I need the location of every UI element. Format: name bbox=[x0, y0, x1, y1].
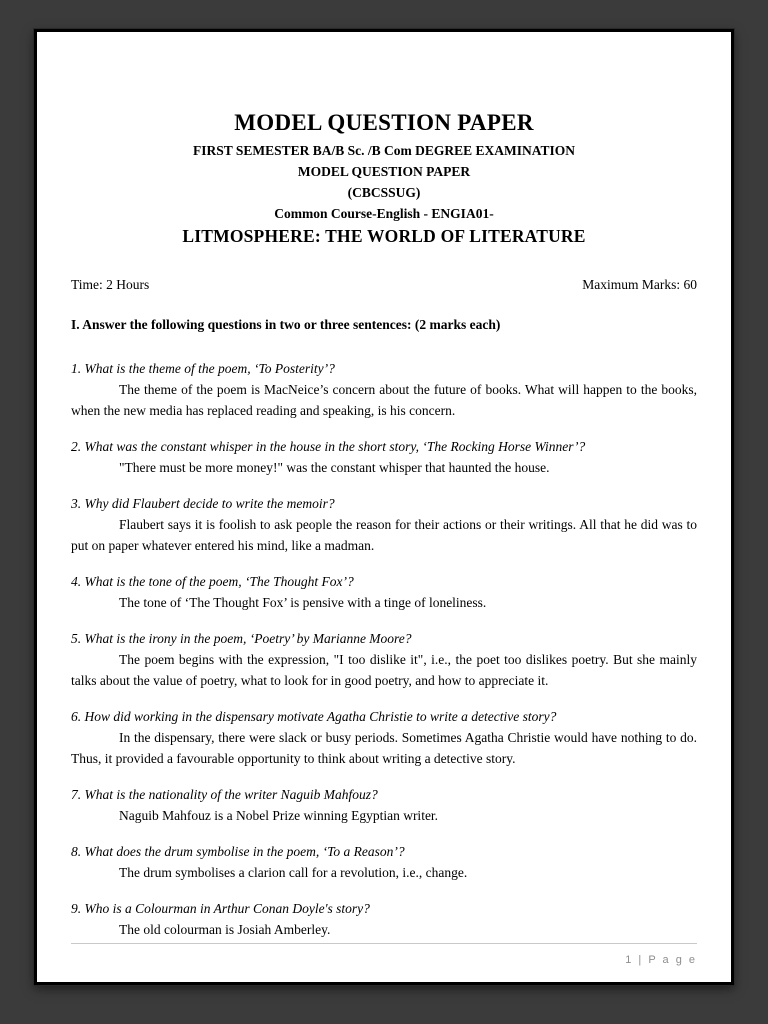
qa-block bbox=[71, 571, 697, 613]
doc-subtitle-scheme: (CBCSSUG) bbox=[347, 185, 421, 200]
maximum-marks: Maximum Marks: 60 bbox=[582, 277, 697, 292]
doc-course-title: LITMOSPHERE: THE WORLD OF LITERATURE bbox=[182, 226, 586, 246]
question-text: 3. Why did Flaubert decide to write the memoir? bbox=[71, 496, 335, 511]
page-number: 1 | P a g e bbox=[625, 954, 697, 966]
exam-meta-row bbox=[71, 277, 697, 293]
qa-block bbox=[71, 841, 697, 883]
answer-text: The old colourman is Josiah Amberley. bbox=[119, 922, 331, 937]
question-answer-list bbox=[71, 343, 697, 940]
document-header bbox=[71, 110, 697, 247]
document-page bbox=[34, 29, 734, 985]
question-text: 1. What is the theme of the poem, ‘To Posterity’? bbox=[71, 361, 335, 376]
section-heading: I. Answer the following questions in two or three sentences: (2 marks each) bbox=[71, 317, 501, 332]
answer-text: The poem begins with the expression, "I too dislike it", i.e., the poet too dislikes poetry. But she mainly talks about the value of poetry, what to look for in good poetry, and how to appreciate it. bbox=[71, 652, 697, 688]
page-footer bbox=[71, 943, 697, 968]
answer-text: The theme of the poem is MacNeice’s concern about the future of books. What will happen to the books, when the new media has replaced reading and speaking, is his concern. bbox=[71, 382, 697, 418]
answer-text: Flaubert says it is foolish to ask people the reason for their actions or their writings. All that he did was to put on paper whatever entered his mind, like a madman. bbox=[71, 517, 697, 553]
time-allowed: Time: 2 Hours bbox=[71, 277, 150, 292]
doc-subtitle-exam: FIRST SEMESTER BA/B Sc. /B Com DEGREE EXAMINATION bbox=[192, 143, 576, 158]
question-text: 6. How did working in the dispensary motivate Agatha Christie to write a detective story? bbox=[71, 709, 557, 724]
qa-block bbox=[71, 493, 697, 556]
answer-text: The drum symbolises a clarion call for a revolution, i.e., change. bbox=[119, 865, 468, 880]
qa-block bbox=[71, 358, 697, 421]
answer-text: The tone of ‘The Thought Fox’ is pensive with a tinge of loneliness. bbox=[119, 595, 487, 610]
answer-text: In the dispensary, there were slack or busy periods. Sometimes Agatha Christie would have nothing to do. Thus, it provided a favourable opportunity to think about writing a detective story. bbox=[71, 730, 697, 766]
question-text: 9. Who is a Colourman in Arthur Conan Doyle's story? bbox=[71, 901, 370, 916]
answer-text: Naguib Mahfouz is a Nobel Prize winning Egyptian writer. bbox=[119, 808, 439, 823]
doc-subtitle-course: Common Course-English - ENGIA01- bbox=[274, 206, 494, 221]
question-text: 2. What was the constant whisper in the house in the short story, ‘The Rocking Horse Winner’? bbox=[71, 439, 586, 454]
question-text: 4. What is the tone of the poem, ‘The Thought Fox’? bbox=[71, 574, 354, 589]
question-text: 7. What is the nationality of the writer Naguib Mahfouz? bbox=[71, 787, 378, 802]
qa-block bbox=[71, 706, 697, 769]
qa-block bbox=[71, 436, 697, 478]
question-text: 8. What does the drum symbolise in the poem, ‘To a Reason’? bbox=[71, 844, 405, 859]
qa-block bbox=[71, 784, 697, 826]
question-text: 5. What is the irony in the poem, ‘Poetry’ by Marianne Moore? bbox=[71, 631, 412, 646]
qa-block bbox=[71, 898, 697, 940]
qa-block bbox=[71, 628, 697, 691]
answer-text: "There must be more money!" was the constant whisper that haunted the house. bbox=[119, 460, 550, 475]
doc-title: MODEL QUESTION PAPER bbox=[234, 110, 534, 135]
doc-subtitle-paper: MODEL QUESTION PAPER bbox=[297, 164, 471, 179]
